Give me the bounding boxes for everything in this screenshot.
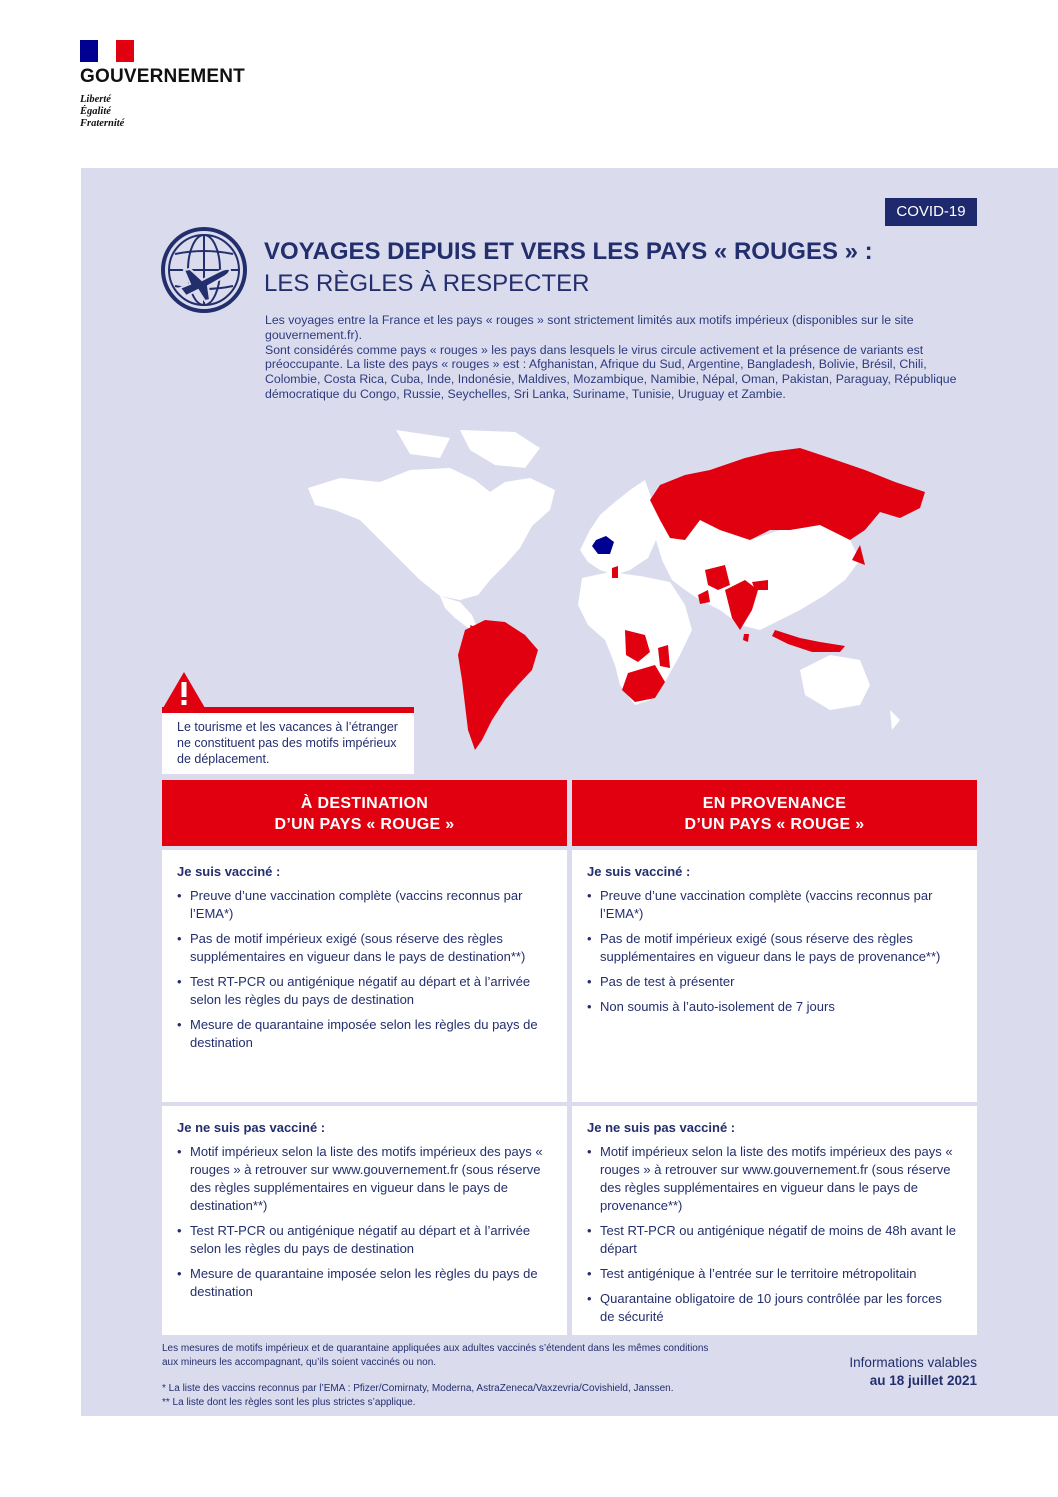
strict-footnote: ** La liste dont les règles sont les plus strictes s’applique. bbox=[162, 1397, 416, 1408]
footnotes bbox=[162, 1382, 802, 1410]
rule-list bbox=[177, 1143, 549, 1301]
provenance-vaccinated-box bbox=[572, 850, 977, 1102]
list-item: • Test RT-PCR ou antigénique négatif de moins de 48h avant le départ bbox=[587, 1222, 959, 1258]
logo-name: GOUVERNEMENT bbox=[80, 66, 245, 87]
box-title: Je ne suis pas vacciné : bbox=[177, 1120, 326, 1135]
marianne-flag-icon bbox=[80, 40, 134, 62]
list-item: • Preuve d’une vaccination complète (vaccins reconnus par l’EMA*) bbox=[177, 887, 549, 923]
list-item: • Pas de motif impérieux exigé (sous réserve des règles supplémentaires en vigueur dans le pays de provenance**) bbox=[587, 930, 959, 966]
list-item: • Test RT-PCR ou antigénique négatif au départ et à l’arrivée selon les règles du pays de destination bbox=[177, 973, 549, 1009]
australia bbox=[800, 655, 870, 710]
box-title: Je ne suis pas vacciné : bbox=[587, 1120, 736, 1135]
motto: Liberté Égalité Fraternité bbox=[80, 94, 125, 129]
russia bbox=[650, 448, 925, 540]
south-america bbox=[458, 620, 538, 750]
minors-note: Les mesures de motifs impérieux et de quarantaine appliquées aux adultes vaccinés s’étendent dans les mêmes conditions aux mineurs les accompagnant, qu’ils soient vaccinés ou non. bbox=[162, 1343, 709, 1368]
list-item: • Mesure de quarantaine imposée selon les règles du pays de destination bbox=[177, 1016, 549, 1052]
list-item: • Preuve d’une vaccination complète (vaccins reconnus par l’EMA*) bbox=[587, 887, 959, 923]
north-america bbox=[308, 468, 555, 600]
list-item: • Non soumis à l’auto-isolement de 7 jours bbox=[587, 998, 959, 1016]
rule-list bbox=[587, 1143, 959, 1326]
ema-footnote: * La liste des vaccins reconnus par l’EMA : Pfizer/Comirnaty, Moderna, AstraZeneca/Vaxzevria/Covishield, Janssen. bbox=[162, 1383, 674, 1394]
intro-paragraph-1: Les voyages entre la France et les pays « rouges » sont strictement limités aux motifs impérieux (disponibles sur le site gouvernement.fr). bbox=[265, 313, 914, 342]
destination-vaccinated-box bbox=[162, 850, 567, 1102]
box-title: Je suis vacciné : bbox=[587, 864, 691, 879]
list-item: • Test antigénique à l’entrée sur le territoire métropolitain bbox=[587, 1265, 959, 1283]
validity-date: Informations valables au 18 juillet 2021 bbox=[849, 1355, 977, 1388]
covid-badge: COVID-19 bbox=[885, 198, 977, 226]
page-subtitle: LES RÈGLES À RESPECTER bbox=[264, 270, 590, 297]
intro-paragraph-2: Sont considérés comme pays « rouges » les pays dans lesquels le virus circule activement et la présence de variants est préoccupante. La liste des pays « rouges » est : Afghanistan, Afrique du Sud, Argentine, Bangladesh, Bolivie, Brésil, Chili, Colombie, Costa Rica, Cuba, Inde, Indonésie, Maldives, Mozambique, Namibie, Népal, Oman, Pakistan, Paraguay, République démocratique du Congo, Russie, Seychelles, Sri Lanka, Suriname, Tunisie, Uruguay et Zambie. bbox=[265, 342, 957, 401]
list-item: • Mesure de quarantaine imposée selon les règles du pays de destination bbox=[177, 1265, 549, 1301]
box-title: Je suis vacciné : bbox=[177, 864, 281, 879]
list-item: • Pas de motif impérieux exigé (sous réserve des règles supplémentaires en vigueur dans le pays de destination**) bbox=[177, 930, 549, 966]
list-item: • Pas de test à présenter bbox=[587, 973, 959, 991]
provenance-unvaccinated-box bbox=[572, 1106, 977, 1335]
warning-icon bbox=[162, 671, 206, 709]
provenance-header: EN PROVENANCE D’UN PAYS « ROUGE » bbox=[572, 780, 977, 846]
page-title: VOYAGES DEPUIS ET VERS LES PAYS « ROUGES » : bbox=[264, 238, 873, 265]
rule-list bbox=[177, 887, 549, 1052]
list-item: • Motif impérieux selon la liste des motifs impérieux des pays « rouges » à retrouver sur www.gouvernement.fr (sous réserve des règles supplémentaires en vigueur dans le pays de destination**) bbox=[177, 1143, 549, 1215]
government-logo bbox=[80, 40, 245, 130]
destination-header: À DESTINATION D’UN PAYS « ROUGE » bbox=[162, 780, 567, 846]
list-item: • Test RT-PCR ou antigénique négatif au départ et à l’arrivée selon les règles du pays de destination bbox=[177, 1222, 549, 1258]
europe bbox=[580, 480, 660, 575]
warning-box: Le tourisme et les vacances à l’étranger ne constituent pas des motifs impérieux de déplacement. bbox=[162, 707, 414, 774]
central-america bbox=[440, 596, 478, 630]
tunisia bbox=[612, 566, 618, 578]
list-item: • Quarantaine obligatoire de 10 jours contrôlée par les forces de sécurité bbox=[587, 1290, 959, 1326]
list-item: • Motif impérieux selon la liste des motifs impérieux des pays « rouges » à retrouver sur www.gouvernement.fr (sous réserve des règles supplémentaires en vigueur dans le pays de provenance**) bbox=[587, 1143, 959, 1215]
rule-list bbox=[587, 887, 959, 1016]
indonesia bbox=[772, 630, 845, 652]
destination-unvaccinated-box bbox=[162, 1106, 567, 1335]
globe-airplane-icon bbox=[160, 226, 248, 314]
intro-text bbox=[265, 313, 980, 402]
